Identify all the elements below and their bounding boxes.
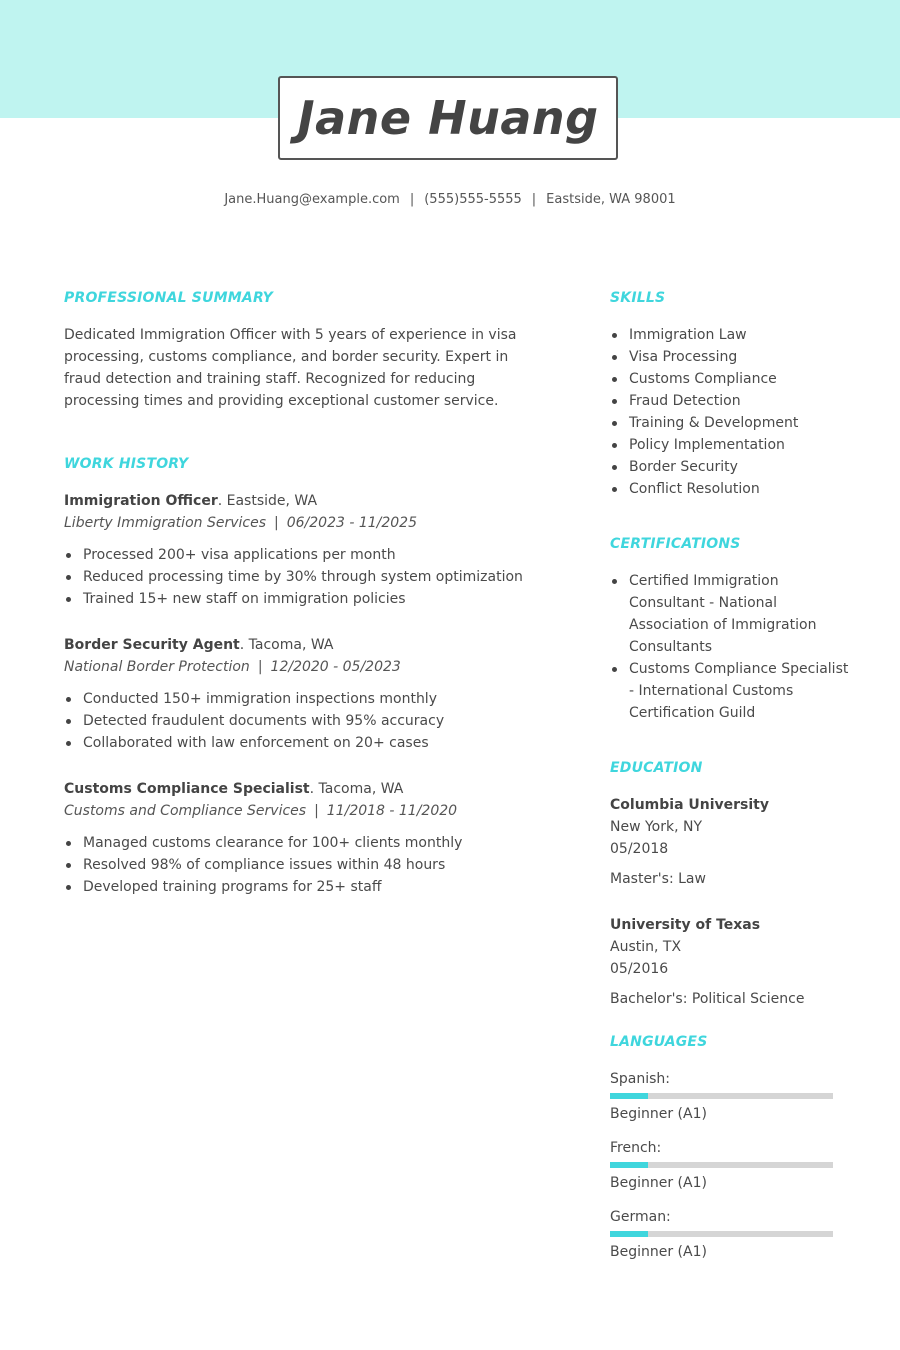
work-history-heading: WORK HISTORY <box>64 456 189 472</box>
job-company: Liberty Immigration Services <box>64 515 266 531</box>
candidate-name: Jane Huang <box>297 91 599 145</box>
job-company: Customs and Compliance Services <box>64 803 307 819</box>
skill-item: Policy Implementation <box>610 434 850 456</box>
language-name: German: <box>610 1209 671 1225</box>
certification-item: Customs Compliance Specialist - International Customs Certification Guild <box>610 658 850 724</box>
job-title: Immigration Officer <box>64 493 218 509</box>
language-name: Spanish: <box>610 1071 670 1087</box>
language-proficiency-fill <box>610 1093 648 1099</box>
summary-text: Dedicated Immigration Officer with 5 years of experience in visa processing, customs compliance, and border security. Expert in fraud detection and training staff. Recognized for reducing processing times and providing exceptional customer service. <box>64 327 517 409</box>
right-column <box>610 290 850 1275</box>
job-company-line <box>64 656 544 678</box>
job-bullets <box>64 544 544 610</box>
job-bullet: Collaborated with law enforcement on 20+ cases <box>64 732 544 754</box>
education-location: New York, NY <box>610 819 703 835</box>
certification-item: Certified Immigration Consultant - National Association of Immigration Consultants <box>610 570 850 658</box>
education-heading: EDUCATION <box>610 760 703 776</box>
job-bullet: Managed customs clearance for 100+ clients monthly <box>64 832 544 854</box>
contact-line <box>0 192 900 207</box>
job-bullet: Resolved 98% of compliance issues within 48 hours <box>64 854 544 876</box>
job-header <box>64 778 544 800</box>
education-school: Columbia University <box>610 797 769 813</box>
name-box <box>278 76 618 160</box>
language-proficiency-bar <box>610 1162 833 1168</box>
summary-heading: PROFESSIONAL SUMMARY <box>64 290 273 306</box>
language-proficiency-bar <box>610 1231 833 1237</box>
education-degree: Master's: Law <box>610 871 706 887</box>
contact-separator: | <box>409 192 415 207</box>
language-proficiency-fill <box>610 1231 648 1237</box>
job-entry <box>64 490 544 610</box>
job-dates: 12/2020 - 05/2023 <box>270 659 401 675</box>
education-school: University of Texas <box>610 917 761 933</box>
job-dates: 11/2018 - 11/2020 <box>326 803 458 819</box>
job-separator: | <box>314 803 319 819</box>
certifications-list <box>610 570 850 724</box>
certifications-heading: CERTIFICATIONS <box>610 536 741 552</box>
job-entry <box>64 634 544 754</box>
education-date: 05/2016 <box>610 961 669 977</box>
job-separator: | <box>257 659 263 675</box>
job-location: . Eastside, WA <box>217 493 318 509</box>
job-bullet: Reduced processing time by 30% through system optimization <box>64 566 544 588</box>
job-bullet: Detected fraudulent documents with 95% accuracy <box>64 710 544 732</box>
skill-item: Immigration Law <box>610 324 850 346</box>
skill-item: Conflict Resolution <box>610 478 850 500</box>
language-level: Beginner (A1) <box>610 1175 707 1191</box>
certifications-section <box>610 536 850 724</box>
language-entry <box>610 1137 850 1194</box>
education-entry <box>610 794 850 890</box>
education-section <box>610 760 850 1010</box>
education-entry <box>610 914 850 1010</box>
job-bullet: Trained 15+ new staff on immigration policies <box>64 588 544 610</box>
languages-section <box>610 1034 850 1263</box>
skills-heading: SKILLS <box>610 290 666 306</box>
job-bullet: Processed 200+ visa applications per month <box>64 544 544 566</box>
language-level: Beginner (A1) <box>610 1244 707 1260</box>
skill-item: Border Security <box>610 456 850 478</box>
education-degree: Bachelor's: Political Science <box>610 991 805 1007</box>
job-bullets <box>64 688 544 754</box>
contact-separator: | <box>531 192 537 207</box>
job-location: . Tacoma, WA <box>239 637 334 653</box>
left-column <box>64 290 544 922</box>
skill-item: Fraud Detection <box>610 390 850 412</box>
skill-item: Customs Compliance <box>610 368 850 390</box>
education-date: 05/2018 <box>610 841 669 857</box>
job-separator: | <box>274 515 279 531</box>
job-company: National Border Protection <box>64 659 250 675</box>
job-title: Customs Compliance Specialist <box>64 781 310 797</box>
contact-email: Jane.Huang@example.com <box>224 192 400 207</box>
language-proficiency-bar <box>610 1093 833 1099</box>
job-bullets <box>64 832 544 898</box>
job-bullet: Conducted 150+ immigration inspections monthly <box>64 688 544 710</box>
language-entry <box>610 1068 850 1125</box>
job-header <box>64 490 544 512</box>
job-dates: 06/2023 - 11/2025 <box>286 515 417 531</box>
skills-section <box>610 290 850 500</box>
languages-heading: LANGUAGES <box>610 1034 708 1050</box>
job-company-line <box>64 512 544 534</box>
job-company-line <box>64 800 544 822</box>
job-location: . Tacoma, WA <box>309 781 404 797</box>
language-entry <box>610 1206 850 1263</box>
job-entry <box>64 778 544 898</box>
skill-item: Training & Development <box>610 412 850 434</box>
job-header <box>64 634 544 656</box>
language-proficiency-fill <box>610 1162 648 1168</box>
language-level: Beginner (A1) <box>610 1106 707 1122</box>
contact-phone: (555)555-5555 <box>424 192 522 207</box>
language-name: French: <box>610 1140 662 1156</box>
contact-location: Eastside, WA 98001 <box>546 192 676 207</box>
skill-item: Visa Processing <box>610 346 850 368</box>
education-location: Austin, TX <box>610 939 682 955</box>
job-bullet: Developed training programs for 25+ staff <box>64 876 544 898</box>
skills-list <box>610 324 850 500</box>
job-title: Border Security Agent <box>64 637 240 653</box>
